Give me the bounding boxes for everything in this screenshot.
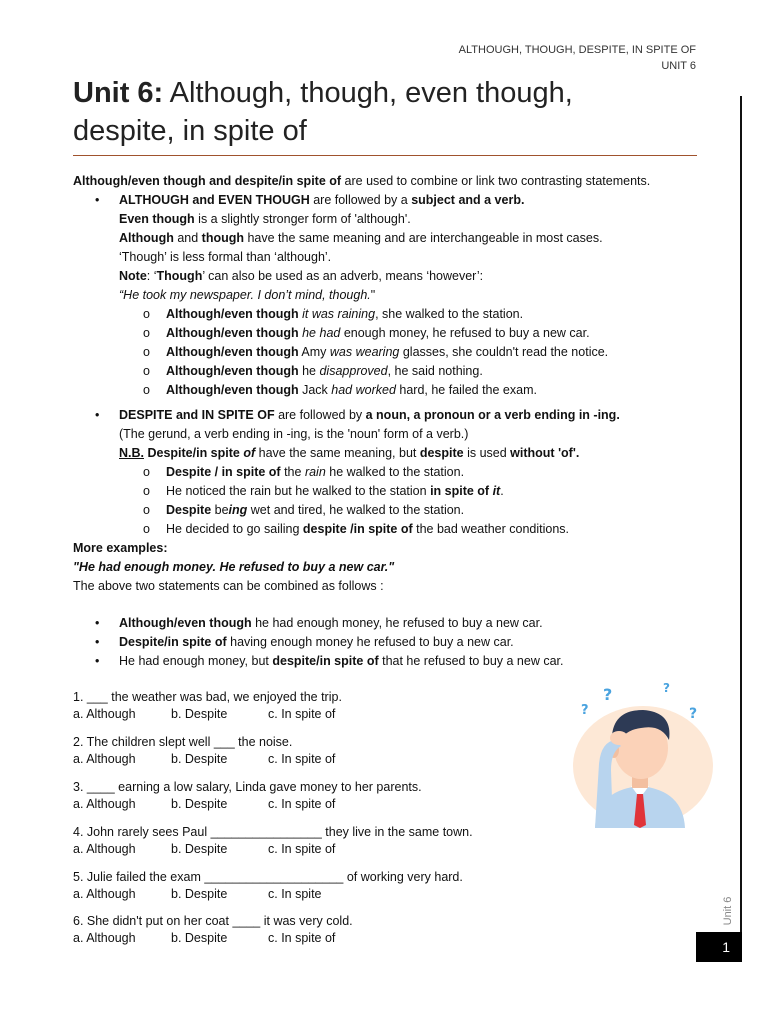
option-b: b. Despite <box>171 887 228 901</box>
s2-heading-bold: DESPITE and IN SPITE OF <box>119 408 275 422</box>
ex-bold: Although/even though <box>166 364 299 378</box>
section1-heading <box>119 191 524 210</box>
ex-italic: disapproved <box>319 364 388 378</box>
e3-bold: Despite <box>166 503 212 517</box>
more-item-text: that he refused to buy a new car. <box>378 654 564 668</box>
s1-l2-b2: though <box>201 231 244 245</box>
intro-rest: are used to combine or link two contrasting statements. <box>341 174 651 188</box>
nb-bold2: despite <box>419 446 464 460</box>
ex-t2: enough money, he refused to buy a new car. <box>340 326 590 340</box>
more-item <box>119 652 563 671</box>
option-b: b. Despite <box>171 752 228 766</box>
more-item-text: he had enough money, he refused to buy a new car. <box>251 616 543 630</box>
ex-t1: Amy <box>298 345 330 359</box>
section2-heading <box>119 406 620 425</box>
option-a: a. Although <box>73 752 136 766</box>
sub-bullet: o <box>143 503 150 517</box>
option-c: c. In spite of <box>268 752 336 766</box>
s2-heading-mid: are followed by <box>274 408 366 422</box>
option-b: b. Despite <box>171 842 228 856</box>
nb-label: N.B. <box>119 446 144 460</box>
header-topic: ALTHOUGH, THOUGH, DESPITE, IN SPITE OF <box>458 44 696 56</box>
question-mark-icon: ? <box>663 681 670 695</box>
nb-bold-italic: of <box>243 446 256 460</box>
s2-example-2 <box>166 482 504 501</box>
title-unit: Unit 6: <box>73 77 164 109</box>
bullet-dot: • <box>95 408 100 422</box>
more-item <box>119 614 543 633</box>
s2-example-3 <box>166 501 464 520</box>
s1-line2 <box>119 229 603 248</box>
ex-t1: he <box>298 364 320 378</box>
option-a: a. Although <box>73 887 136 901</box>
e1-t2: he walked to the station. <box>325 465 465 479</box>
more-item-text: having enough money he refused to buy a new car. <box>226 635 514 649</box>
s1-heading-bold: ALTHOUGH and EVEN THOUGH <box>119 193 310 207</box>
s1-note-rest1: : ‘ <box>146 269 157 283</box>
ex-bold: Although/even though <box>166 383 299 397</box>
option-a: a. Although <box>73 842 136 856</box>
e4-t: He decided to go sailing <box>166 522 303 536</box>
s1-l2-b1: Although <box>119 231 174 245</box>
s1-l2-rest: have the same meaning and are interchangeable in most cases. <box>244 231 603 245</box>
s1-note-rest2: ’ can also be used as an adverb, means ‘however’: <box>202 269 484 283</box>
sidebar-rule <box>740 96 742 944</box>
s1-example <box>166 324 590 343</box>
sub-bullet: o <box>143 307 150 321</box>
exercise-question: 1. ___ the weather was bad, we enjoyed the trip. <box>73 690 342 704</box>
option-c: c. In spite of <box>268 842 336 856</box>
question-mark-icon: ? <box>603 685 613 704</box>
more-item-pre: He had enough money, but <box>119 654 273 668</box>
option-b: b. Despite <box>171 707 228 721</box>
s1-note-bold2: Though <box>156 269 203 283</box>
option-b: b. Despite <box>171 797 228 811</box>
intro-bold: Although/even though and despite/in spite of <box>73 174 342 188</box>
e1-bold: Despite / in spite of <box>166 465 281 479</box>
bullet-dot: • <box>95 654 100 668</box>
option-a: a. Although <box>73 931 136 945</box>
s1-l2-mid: and <box>173 231 202 245</box>
s1-quote <box>119 286 375 305</box>
nb-mid2: is used <box>463 446 511 460</box>
sub-bullet: o <box>143 484 150 498</box>
hand <box>610 731 628 745</box>
e3-bold-italic: ing <box>228 503 248 517</box>
exercise-question: 6. She didn't put on her coat ____ it was very cold. <box>73 914 353 928</box>
ex-italic: was wearing <box>329 345 400 359</box>
s2-heading-bold2: a noun, a pronoun or a verb ending in -ing. <box>365 408 620 422</box>
side-unit-label: Unit 6 <box>722 896 734 926</box>
s1-example <box>166 362 483 381</box>
s2-nb <box>119 444 579 463</box>
s1-quote-end: " <box>370 288 376 302</box>
sub-bullet: o <box>143 465 150 479</box>
page-title <box>73 74 698 150</box>
more-item-bold: despite/in spite of <box>272 654 379 668</box>
e2-t2: . <box>500 484 504 498</box>
sub-bullet: o <box>143 326 150 340</box>
e4-bold: despite /in spite of <box>302 522 413 536</box>
sub-bullet: o <box>143 364 150 378</box>
question-mark-icon: ? <box>581 703 589 718</box>
s1-note <box>119 267 483 286</box>
option-a: a. Although <box>73 797 136 811</box>
ex-t2: hard, he failed the exam. <box>395 383 537 397</box>
bullet-dot: • <box>95 635 100 649</box>
s1-example <box>166 381 537 400</box>
question-mark-icon: ? <box>689 706 698 722</box>
s1-example <box>166 305 523 324</box>
s2-line1: (The gerund, a verb ending in -ing, is the 'noun' form of a verb.) <box>119 427 469 441</box>
ex-t2: , he said nothing. <box>387 364 483 378</box>
exercise-question: 3. ____ earning a low salary, Linda gave money to her parents. <box>73 780 422 794</box>
ex-t2: glasses, she couldn't read the notice. <box>399 345 609 359</box>
more-item <box>119 633 514 652</box>
more-quote-text: "He had enough money. He refused to buy a new car." <box>73 560 395 574</box>
more-heading <box>73 539 167 558</box>
e3-t2: wet and tired, he walked to the station. <box>247 503 465 517</box>
ex-t2: , she walked to the station. <box>375 307 524 321</box>
option-a: a. Although <box>73 707 136 721</box>
s2-example-1 <box>166 463 464 482</box>
e2-t: He noticed the rain but he walked to the station <box>166 484 431 498</box>
ex-italic: he had <box>302 326 341 340</box>
ex-bold: Although/even though <box>166 307 299 321</box>
option-c: c. In spite of <box>268 797 336 811</box>
nb-bold: Despite/in spite <box>144 446 244 460</box>
nb-mid: have the same meaning, but <box>255 446 420 460</box>
s1-note-bold: Note <box>119 269 147 283</box>
more-quote <box>73 558 394 577</box>
bullet-dot: • <box>95 616 100 630</box>
option-c: c. In spite of <box>268 707 336 721</box>
sub-bullet: o <box>143 345 150 359</box>
e3-t: be <box>211 503 229 517</box>
ex-italic: it was raining <box>302 307 376 321</box>
ex-bold: Although/even though <box>166 345 299 359</box>
header-unit: UNIT 6 <box>661 60 696 72</box>
ex-t1: Jack <box>298 383 332 397</box>
title-rule <box>73 155 697 156</box>
title-line2: despite, in spite of <box>73 115 307 147</box>
sub-bullet: o <box>143 383 150 397</box>
ex-italic: had worked <box>331 383 396 397</box>
e2-bold: in spite of <box>430 484 493 498</box>
s1-line3: ‘Though’ is less formal than ‘although’. <box>119 250 332 264</box>
more-combine: The above two statements can be combined as follows : <box>73 579 384 593</box>
running-header <box>459 42 696 74</box>
option-c: c. In spite of <box>268 931 336 945</box>
option-b: b. Despite <box>171 931 228 945</box>
page-number: 1 <box>696 932 742 962</box>
confused-man-illustration <box>565 680 715 828</box>
s1-l1-rest: is a slightly stronger form of 'although'. <box>194 212 411 226</box>
intro-line <box>73 172 650 191</box>
exercise-question: 4. John rarely sees Paul ________________ they live in the same town. <box>73 825 473 839</box>
s1-heading-bold2: subject and a verb. <box>411 193 525 207</box>
more-item-bold: Although/even though <box>119 616 252 630</box>
nb-bold3: without 'of'. <box>510 446 580 460</box>
sub-bullet: o <box>143 522 150 536</box>
e2-bold-italic: it <box>492 484 501 498</box>
s1-quote-italic: “He took my newspaper. I don’t mind, though. <box>119 288 371 302</box>
exercise-question: 2. The children slept well ___ the noise. <box>73 735 293 749</box>
more-item-bold: Despite/in spite of <box>119 635 227 649</box>
s1-l1-bold: Even though <box>119 212 195 226</box>
e4-t2: the bad weather conditions. <box>412 522 570 536</box>
e1-t: the <box>280 465 305 479</box>
option-c: c. In spite <box>268 887 322 901</box>
ex-bold: Although/even though <box>166 326 299 340</box>
e1-italic: rain <box>304 465 326 479</box>
s1-line1 <box>119 210 411 229</box>
s2-example-4 <box>166 520 569 539</box>
exercise-question: 5. Julie failed the exam ____________________ of working very hard. <box>73 870 463 884</box>
bullet-dot: • <box>95 193 100 207</box>
more-heading-text: More examples: <box>73 541 168 555</box>
s1-example <box>166 343 608 362</box>
title-line1: Although, though, even though, <box>163 77 573 109</box>
s1-heading-mid: are followed by a <box>309 193 412 207</box>
